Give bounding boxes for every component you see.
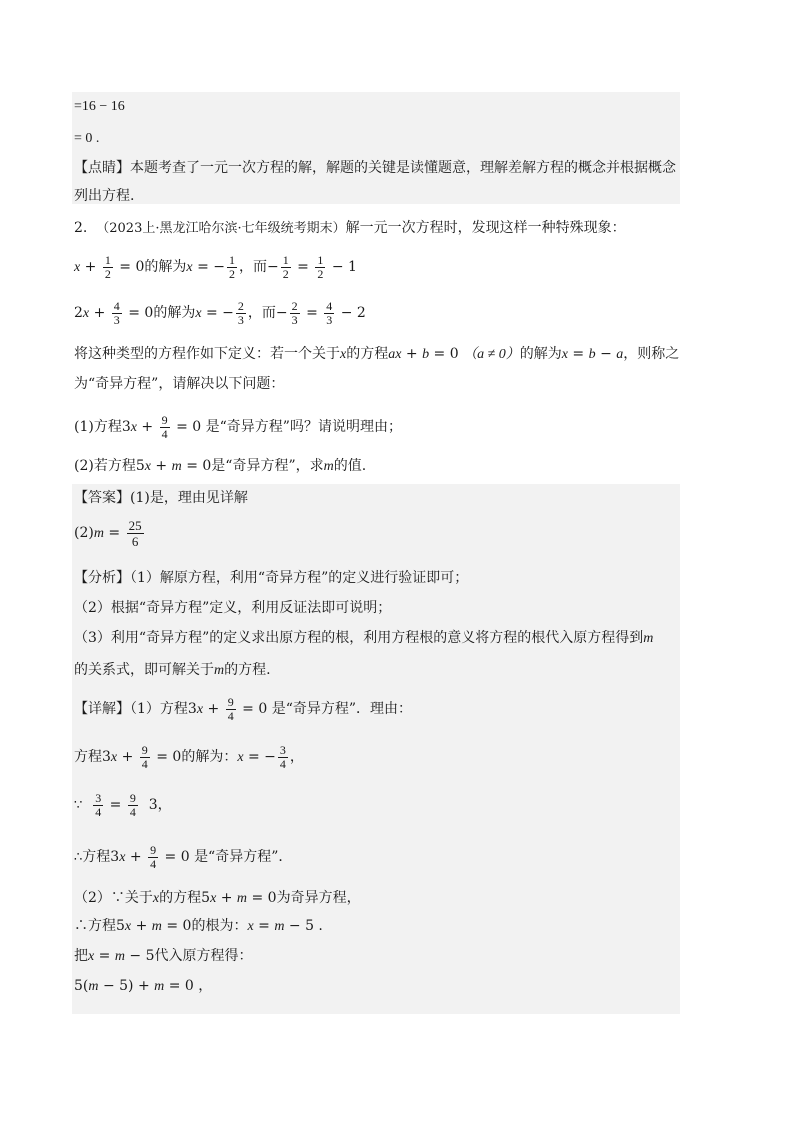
detail-line-2: 方程3x + $\frac{9}{4}$ = 0的解为：x = − $\frac{3}{4}$ ，	[74, 742, 304, 771]
example-1: x + $\frac{1}{2}$ = 0的解为x = − $\frac{1}{2}$ ，而− $\frac{1}{2}$ = $\frac{1}{2}$ − 1	[74, 252, 357, 281]
detail-line-6: ∴方程5x + m = 0的根为：x = m − 5 .	[74, 918, 323, 934]
analysis-label: 【分析】	[74, 570, 130, 586]
definition-line-2: 为“奇异方程”，请解决以下问题：	[74, 376, 285, 392]
prev-step-2: = 0 .	[74, 131, 100, 146]
detail-line-7: 把x = m − 5代入原方程得：	[74, 948, 253, 964]
part-1: (1)方程3x + $\frac{9}{4}$ = 0 是“奇异方程”吗？请说明理由；	[74, 412, 402, 441]
analysis-line-4: 的关系式，即可解关于m的方程.	[74, 662, 271, 678]
answer-line-1: 【答案】(1)是，理由见详解	[74, 490, 248, 506]
detail-line-3: ∵ $\frac{3}{4}$ = $\frac{9}{4}$ 3，	[74, 790, 172, 819]
detail-label: 【详解】	[74, 701, 130, 717]
prev-step-1: =16 − 16	[74, 99, 125, 114]
part-2: (2)若方程5x + m = 0是“奇异方程”，求m的值.	[74, 458, 367, 474]
dianjing-line-1: 【点睛】本题考查了一元一次方程的解，解题的关键是读懂题意，理解差解方程的概念并根据概念	[74, 160, 676, 176]
detail-line-8: 5(m − 5) + m = 0 ，	[74, 978, 213, 994]
question-2-header: 2. （2023上·黑龙江哈尔滨·七年级统考期末）解一元一次方程时，发现这样一种特殊现象：	[74, 220, 626, 236]
example-2: 2x + $\frac{4}{3}$ = 0的解为x = − $\frac{2}{3}$ ，而− $\frac{2}{3}$ = $\frac{4}{3}$ − 2	[74, 298, 366, 327]
analysis-line-3: （3）利用“奇异方程”的定义求出原方程的根，利用方程根的意义将方程的根代入原方程得到m	[74, 630, 654, 646]
answer-line-2: (2)m = $\frac{25}{6}$	[74, 517, 142, 549]
answer-label: 【答案】	[74, 490, 130, 506]
because-symbol: ∵	[74, 798, 83, 813]
previous-solution-block	[72, 92, 680, 204]
analysis-line-2: （2）根据“奇异方程”定义，利用反证法即可说明；	[74, 600, 392, 616]
detail-line-1: 【详解】（1）方程3x + $\frac{9}{4}$ = 0 是“奇异方程”．理由：	[74, 694, 413, 723]
definition-line-1: 将这种类型的方程作如下定义：若一个关于x的方程ax + b = 0 （a ≠ 0）的解为x = b − a，则称之	[74, 346, 680, 362]
therefore-symbol: ∴	[74, 850, 83, 865]
detail-line-5: （2）∵关于x的方程5x + m = 0为奇异方程，	[74, 890, 361, 906]
detail-line-4: ∴方程3x + $\frac{9}{4}$ = 0 是“奇异方程”．	[74, 842, 293, 871]
dianjing-line-2: 列出方程.	[74, 188, 135, 204]
dianjing-label: 【点睛】	[74, 160, 130, 176]
analysis-line-1: 【分析】（1）解原方程，利用“奇异方程”的定义进行验证即可；	[74, 570, 469, 586]
